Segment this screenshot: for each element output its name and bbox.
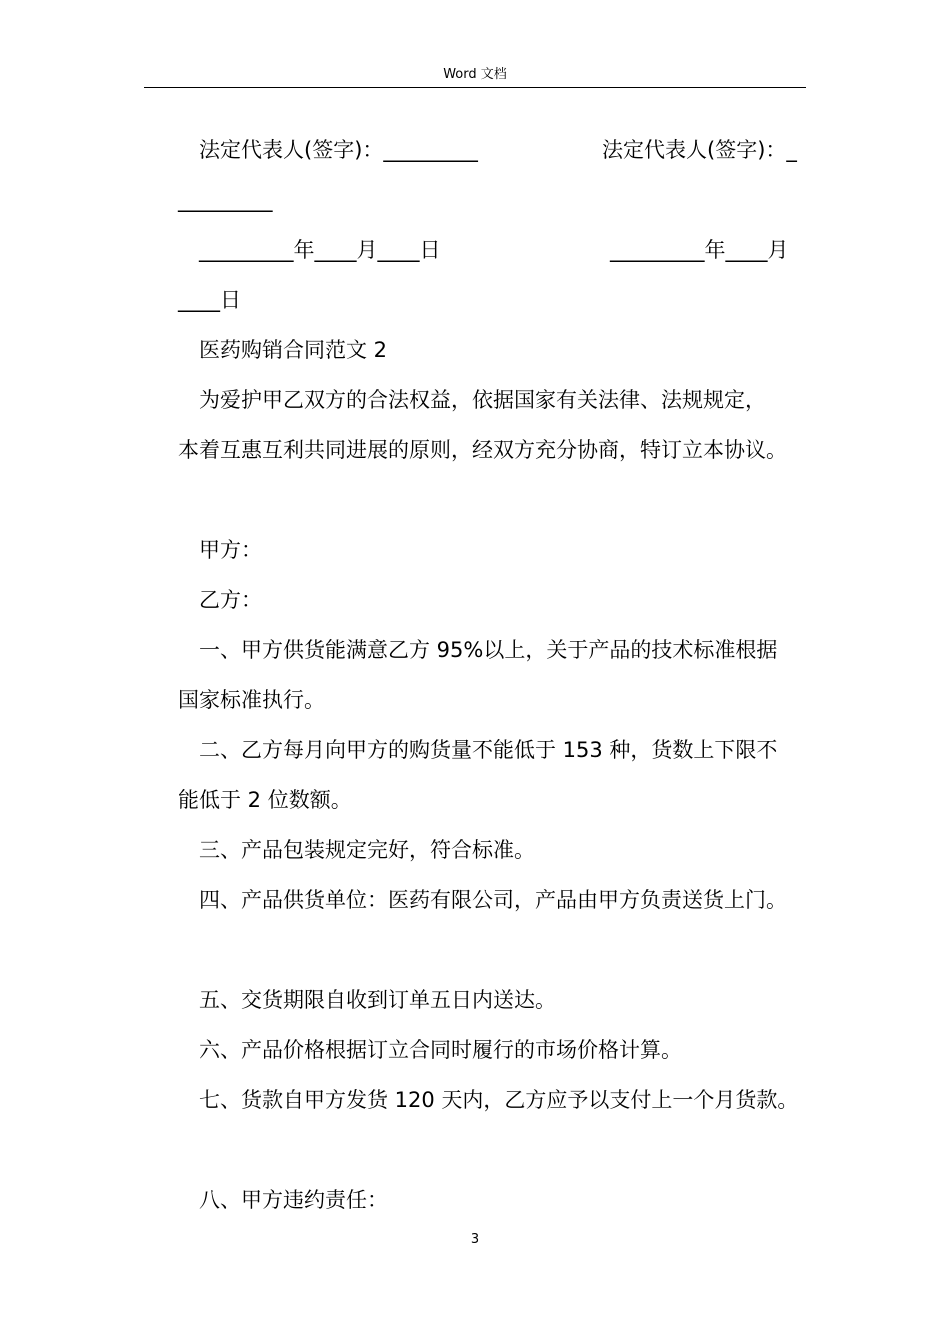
party-b-label: 乙方：	[199, 588, 262, 612]
date-line-left: _________年____月____日	[199, 238, 441, 262]
clause-8-heading: 八、甲方违约责任：	[199, 1188, 388, 1212]
header-divider	[144, 87, 806, 88]
clause-2-line-1: 二、乙方每月向甲方的购货量不能低于 153 种，货数上下限不	[199, 738, 778, 762]
date-line-right: _________年____月	[610, 238, 789, 262]
clause-1-line-2: 国家标准执行。	[178, 688, 325, 712]
page-header-title: Word 文档	[443, 67, 507, 82]
page-number: 3	[470, 1232, 480, 1247]
intro-paragraph-line-1: 为爱护甲乙双方的合法权益，依据国家有关法律、法规规定，	[199, 388, 766, 412]
signature-line-right: 法定代表人(签字)：_	[602, 138, 797, 162]
signature-line-continuation: _________	[178, 188, 273, 212]
section-title: 医药购销合同范文 2	[199, 338, 388, 362]
clause-1-line-1: 一、甲方供货能满意乙方 95%以上，关于产品的技术标准根据	[199, 638, 778, 662]
party-a-label: 甲方：	[199, 538, 262, 562]
clause-5: 五、交货期限自收到订单五日内送达。	[199, 988, 556, 1012]
signature-line-left: 法定代表人(签字)：_________	[199, 138, 478, 162]
clause-2-line-2: 能低于 2 位数额。	[178, 788, 352, 812]
clause-4: 四、产品供货单位：医药有限公司，产品由甲方负责送货上门。	[199, 888, 787, 912]
clause-3: 三、产品包装规定完好，符合标准。	[199, 838, 535, 862]
clause-6: 六、产品价格根据订立合同时履行的市场价格计算。	[199, 1038, 682, 1062]
date-line-continuation: ____日	[178, 288, 241, 312]
clause-7: 七、货款自甲方发货 120 天内，乙方应予以支付上一个月货款。	[199, 1088, 799, 1112]
intro-paragraph-line-2: 本着互惠互利共同进展的原则，经双方充分协商，特订立本协议。	[178, 438, 787, 462]
